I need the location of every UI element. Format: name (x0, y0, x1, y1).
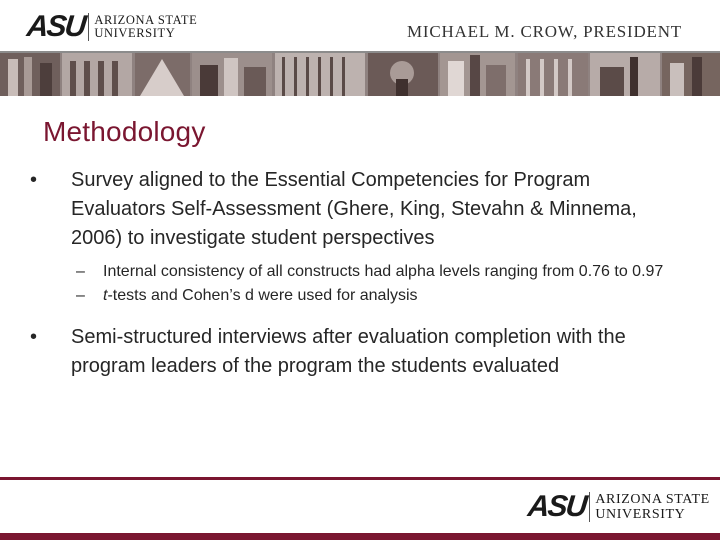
logo-line-1: ARIZONA STATE (94, 13, 198, 27)
footer-logo-line-1: ARIZONA STATE (595, 492, 710, 507)
sub-bullet-italic: t (103, 287, 108, 304)
footer-bar (0, 533, 720, 540)
campus-photo-banner (0, 53, 720, 96)
campus-photo-collage (0, 53, 720, 96)
footer-logo-wordmark (595, 492, 709, 522)
bullet-marker: • (30, 326, 38, 348)
presenter-name: MICHAEL M. CROW, PRESIDENT (406, 22, 682, 41)
bullet-text: Semi-structured interviews after evaluation completion with the program leaders of the program the students evaluated (71, 326, 626, 377)
footer-asu-logo (528, 492, 710, 522)
sub-bullet-marker: – (76, 287, 85, 304)
footer-logo-divider (589, 492, 590, 522)
bullet-item (28, 166, 678, 253)
sub-bullet-item (28, 285, 678, 307)
bullet-item (28, 323, 678, 381)
footer-logo-line-2: UNIVERSITY (595, 507, 686, 522)
sub-bullet-text: -tests and Cohen’s d were used for analysis (107, 287, 418, 304)
sub-bullet-text: Internal consistency of all constructs had alpha levels ranging from 0.76 to 0.97 (103, 263, 664, 280)
bullet-marker: • (30, 169, 38, 191)
logo-line-2: UNIVERSITY (94, 26, 176, 40)
footer-logo-mark: ASU (526, 490, 588, 523)
asu-logo-wordmark (94, 14, 197, 40)
footer-rule (0, 477, 720, 480)
asu-logo (27, 12, 197, 42)
slide-title: Methodology (43, 116, 206, 147)
slide-body (28, 166, 678, 381)
bullet-text: Survey aligned to the Essential Competencies for Program Evaluators Self-Assessment (Ghere, King, Stevahn & Minnema, 2006) to investigate student perspectives (71, 169, 637, 249)
asu-logo-mark: ASU (25, 10, 87, 43)
sub-bullet-item (28, 261, 678, 283)
logo-divider (88, 13, 89, 41)
sub-bullet-marker: – (76, 263, 85, 280)
